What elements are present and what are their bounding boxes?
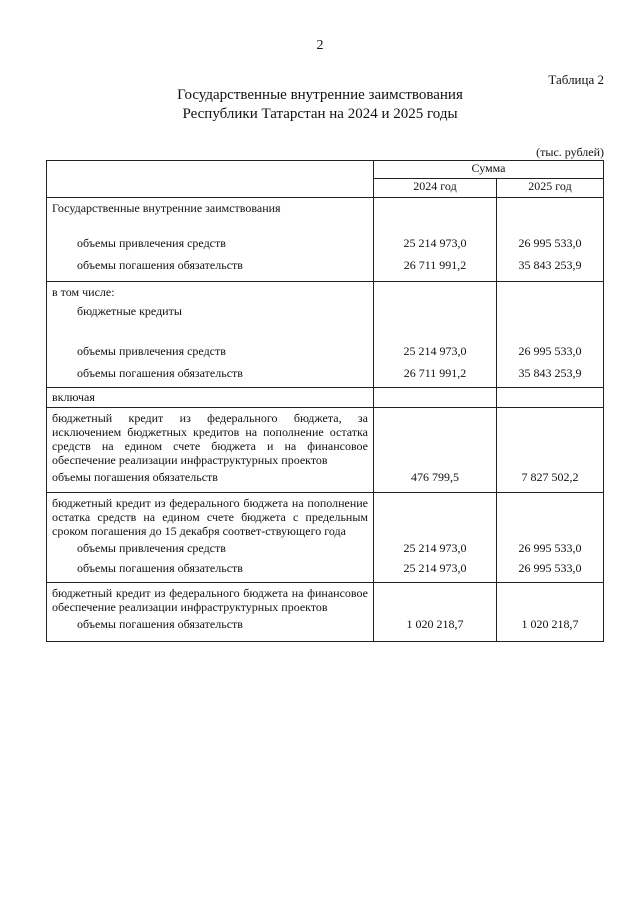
table-label: Таблица 2 — [548, 72, 604, 87]
borrowings-table — [46, 160, 604, 642]
row-label: бюджетный кредит из федерального бюджета, за исключением бюджетных кредитов на пополнение остатка средств на едином счете бюджета и на финансовое обеспечение реализации инфраструктурных проектов — [47, 408, 374, 471]
cell-value: 476 799,5 — [374, 470, 497, 492]
cell-value: 26 995 533,0 — [497, 541, 604, 561]
units-label: (тыс. рублей) — [536, 145, 604, 159]
row-label: объемы погашения обязательств — [47, 258, 374, 282]
title-line-2: Республики Татарстан на 2024 и 2025 годы — [182, 106, 458, 122]
row-label: бюджетный кредит из федерального бюджета на финансовое обеспечение реализации инфраструктурных проектов — [47, 583, 374, 618]
cell-value: 25 214 973,0 — [374, 344, 497, 366]
row-label: объемы привлечения средств — [47, 541, 374, 561]
row-label: бюджетный кредит из федерального бюджета на пополнение остатка средств на едином счете бюджета с предельным сроком погашения до 15 декабря соответ-ствующего года — [47, 492, 374, 541]
row-label: объемы привлечения средств — [47, 236, 374, 258]
row-label: включая — [47, 388, 374, 408]
document-title — [0, 86, 640, 124]
row-label: объемы погашения обязательств — [47, 561, 374, 583]
table-row — [47, 366, 604, 388]
table-row — [47, 258, 604, 282]
header-empty-cell — [47, 161, 374, 198]
row-label: объемы погашения обязательств — [47, 470, 374, 492]
header-sum: Сумма — [374, 161, 604, 179]
page-number: 2 — [316, 38, 324, 53]
table-row — [47, 617, 604, 641]
cell-value: 35 843 253,9 — [497, 366, 604, 388]
table-row — [47, 236, 604, 258]
table-header-row — [47, 161, 604, 179]
row-label: объемы погашения обязательств — [47, 617, 374, 641]
table-row — [47, 470, 604, 492]
table-row — [47, 388, 604, 408]
header-year-2024: 2024 год — [374, 179, 497, 198]
table-row — [47, 304, 604, 344]
row-label: бюджетные кредиты — [47, 304, 374, 344]
row-label: в том числе: — [47, 282, 374, 304]
table-row — [47, 541, 604, 561]
table-row — [47, 198, 604, 236]
cell-value: 7 827 502,2 — [497, 470, 604, 492]
row-label: объемы привлечения средств — [47, 344, 374, 366]
header-year-2025: 2025 год — [497, 179, 604, 198]
cell-value: 26 995 533,0 — [497, 344, 604, 366]
table-row — [47, 344, 604, 366]
cell-value: 1 020 218,7 — [374, 617, 497, 641]
table-row — [47, 282, 604, 304]
cell-value: 26 711 991,2 — [374, 258, 497, 282]
cell-value: 26 711 991,2 — [374, 366, 497, 388]
cell-value: 35 843 253,9 — [497, 258, 604, 282]
row-label: Государственные внутренние заимствования — [47, 198, 374, 236]
table-row — [47, 408, 604, 471]
table-row — [47, 492, 604, 541]
row-label: объемы погашения обязательств — [47, 366, 374, 388]
cell-value: 26 995 533,0 — [497, 236, 604, 258]
cell-value: 25 214 973,0 — [374, 236, 497, 258]
table-row — [47, 561, 604, 583]
title-line-1: Государственные внутренние заимствования — [177, 87, 463, 103]
cell-value: 1 020 218,7 — [497, 617, 604, 641]
cell-value: 25 214 973,0 — [374, 561, 497, 583]
cell-value: 26 995 533,0 — [497, 561, 604, 583]
table-row — [47, 583, 604, 618]
cell-value: 25 214 973,0 — [374, 541, 497, 561]
